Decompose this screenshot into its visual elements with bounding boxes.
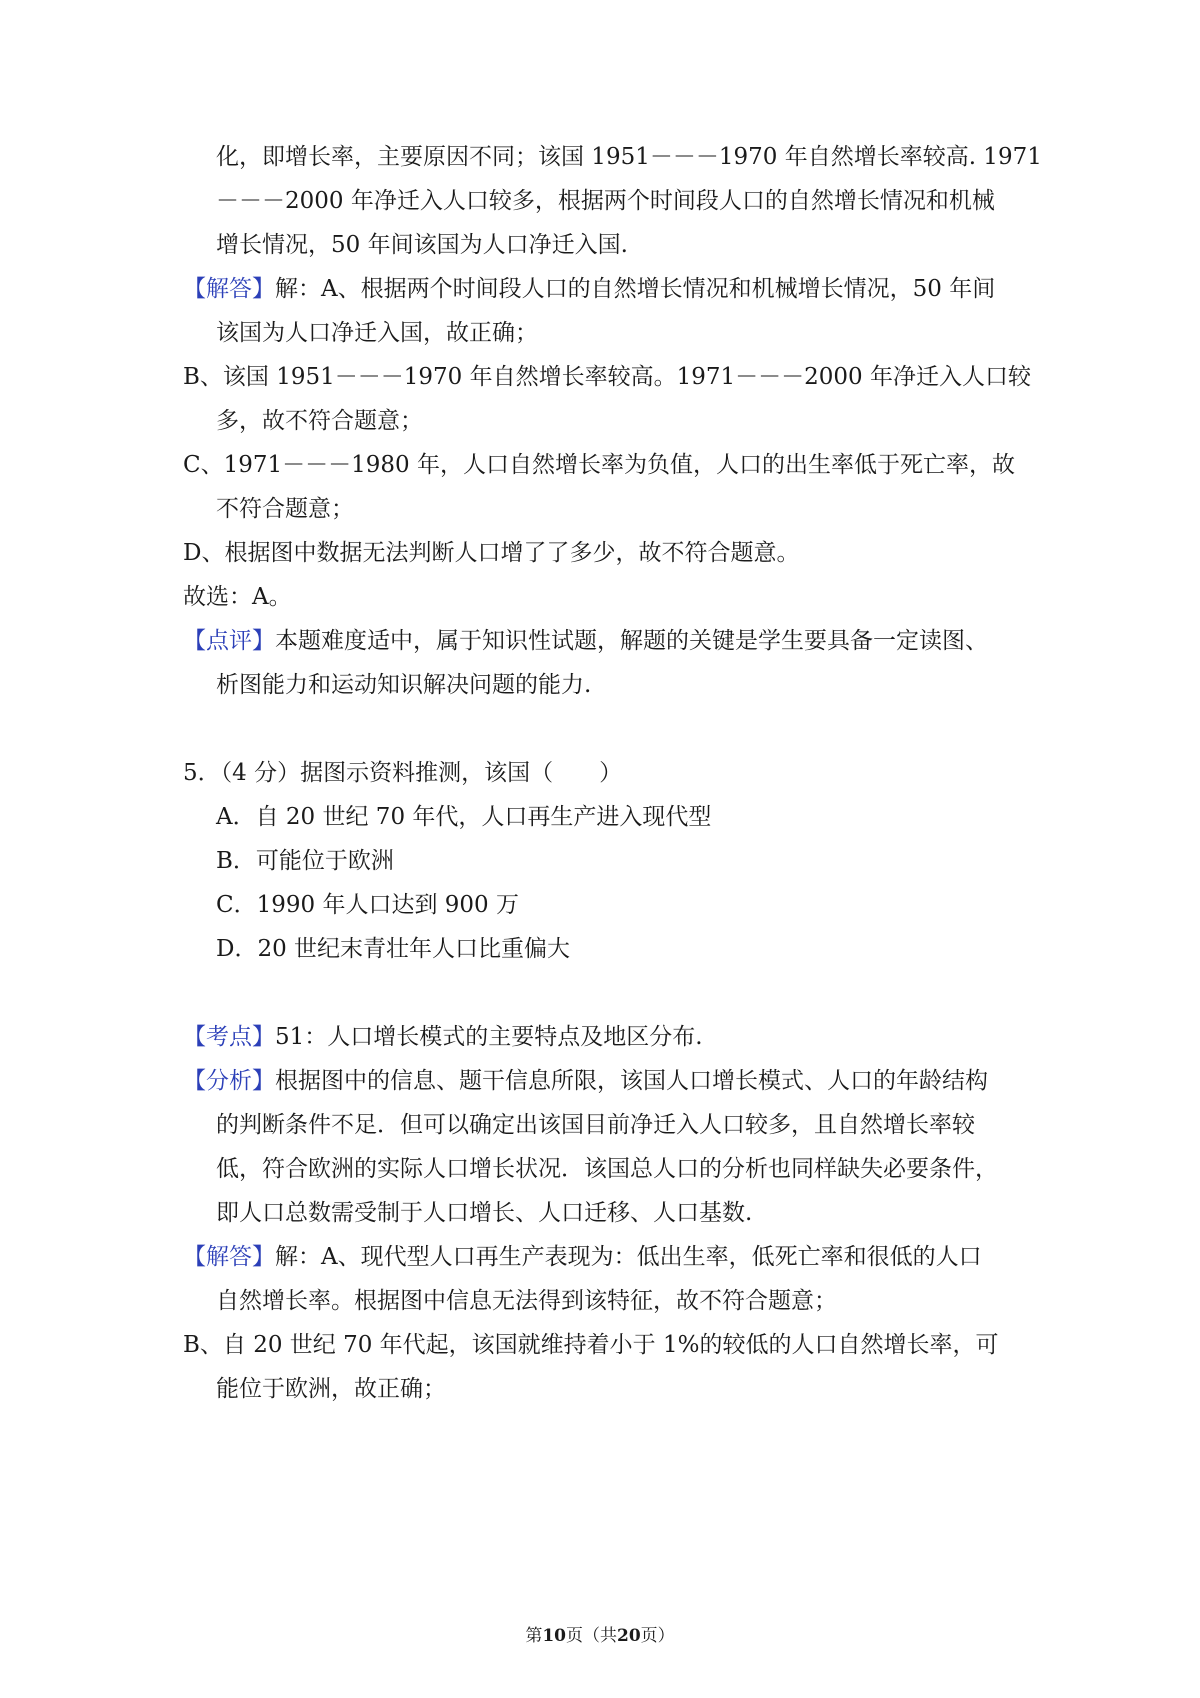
question5-option-b: B．可能位于欧洲 bbox=[216, 848, 394, 874]
analysis5-text: 根据图中的信息、题干信息所限，该国人口增长模式、人口的年龄结构 bbox=[275, 1068, 988, 1094]
analysis5-line1 bbox=[183, 1065, 988, 1097]
analysis5-line2: 的判断条件不足．但可以确定出该国目前净迁入人口较多，且自然增长率较 bbox=[216, 1112, 975, 1138]
point5-tag: 【考点】 bbox=[183, 1024, 275, 1050]
comment4-line2: 析图能力和运动知识解决问题的能力. bbox=[216, 672, 592, 698]
point5-text: 51：人口增长模式的主要特点及地区分布. bbox=[275, 1024, 703, 1050]
answer4-option-b-line1: B、该国 1951－－－1970 年自然增长率较高。1971－－－2000 年净迁入人口较 bbox=[183, 364, 1031, 390]
point5-line bbox=[183, 1021, 703, 1053]
question5-stem: 5．（4 分）据图示资料推测，该国（ ） bbox=[183, 760, 623, 786]
analysis5-line3: 低，符合欧洲的实际人口增长状况．该国总人口的分析也同样缺失必要条件， bbox=[216, 1156, 998, 1182]
footer-total-pages: 20 bbox=[617, 1626, 641, 1646]
answer5-tag: 【解答】 bbox=[183, 1244, 275, 1270]
answer4-line2: 该国为人口净迁入国，故正确； bbox=[216, 320, 538, 346]
answer5-option-b-line2: 能位于欧洲，故正确； bbox=[216, 1376, 446, 1402]
answer4-tag: 【解答】 bbox=[183, 276, 275, 302]
answer4-option-c-line2: 不符合题意； bbox=[216, 496, 354, 522]
answer4-option-c-line1: C、1971－－－1980 年，人口自然增长率为负值，人口的出生率低于死亡率，故 bbox=[183, 452, 1015, 478]
answer4-text: 解：A、根据两个时间段人口的自然增长情况和机械增长情况，50 年间 bbox=[275, 276, 996, 302]
comment4-line1 bbox=[183, 625, 988, 657]
answer4-choice: 故选：A。 bbox=[183, 584, 292, 610]
answer5-option-b-line1: B、自 20 世纪 70 年代起，该国就维持着小于 1%的较低的人口自然增长率，可 bbox=[183, 1332, 999, 1358]
footer-mid: 页（共 bbox=[566, 1626, 617, 1646]
comment4-tag: 【点评】 bbox=[183, 628, 275, 654]
answer4-option-b-line2: 多，故不符合题意； bbox=[216, 408, 423, 434]
analysis5-line4: 即人口总数需受制于人口增长、人口迁移、人口基数. bbox=[216, 1200, 753, 1226]
answer4-option-d: D、根据图中数据无法判断人口增了了多少，故不符合题意。 bbox=[183, 540, 800, 566]
footer-suffix: 页） bbox=[640, 1626, 675, 1646]
analysis4-line3: 增长情况，50 年间该国为人口净迁入国. bbox=[216, 232, 628, 258]
footer-page-number: 10 bbox=[542, 1626, 566, 1646]
question5-option-a: A．自 20 世纪 70 年代，人口再生产进入现代型 bbox=[216, 804, 712, 830]
analysis4-line2: －－－2000 年净迁入人口较多，根据两个时间段人口的自然增长情况和机械 bbox=[216, 188, 995, 214]
page-footer bbox=[0, 1625, 1200, 1647]
footer-prefix: 第 bbox=[525, 1626, 543, 1646]
answer5-line2: 自然增长率。根据图中信息无法得到该特征，故不符合题意； bbox=[216, 1288, 837, 1314]
question5-option-d: D．20 世纪末青壮年人口比重偏大 bbox=[216, 936, 571, 962]
question5-option-c: C．1990 年人口达到 900 万 bbox=[216, 892, 519, 918]
analysis4-line1: 化，即增长率，主要原因不同；该国 1951－－－1970 年自然增长率较高. 1971 bbox=[216, 144, 1042, 170]
answer5-text: 解：A、现代型人口再生产表现为：低出生率，低死亡率和很低的人口 bbox=[275, 1244, 982, 1270]
answer4-line1 bbox=[183, 273, 995, 305]
analysis5-tag: 【分析】 bbox=[183, 1068, 275, 1094]
comment4-text: 本题难度适中，属于知识性试题，解题的关键是学生要具备一定读图、 bbox=[275, 628, 988, 654]
answer5-line1 bbox=[183, 1241, 982, 1273]
